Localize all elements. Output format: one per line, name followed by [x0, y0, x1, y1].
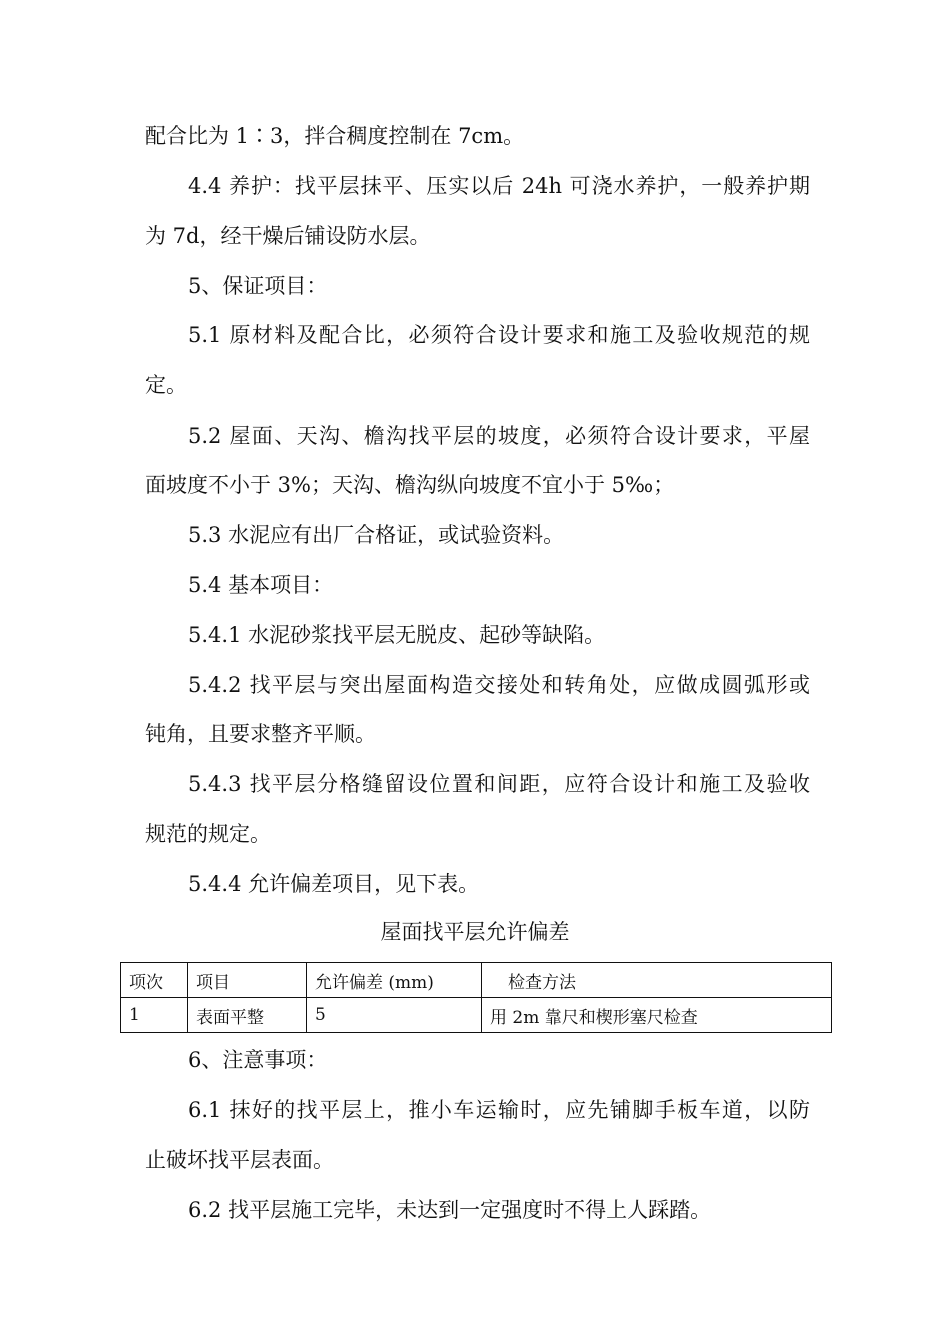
paragraph-line: 定。	[145, 373, 187, 397]
tolerance-table	[120, 962, 832, 1033]
table-caption: 屋面找平层允许偏差	[380, 920, 570, 944]
table-cell: 5	[307, 998, 482, 1033]
paragraph-line: 为 7d，经干燥后铺设防水层。	[145, 224, 431, 248]
paragraph-line: 规范的规定。	[145, 822, 271, 846]
paragraph-line: 5.4.1 水泥砂浆找平层无脱皮、起砂等缺陷。	[188, 623, 606, 647]
paragraph-line: 面坡度不小于 3%；天沟、檐沟纵向坡度不宜小于 5‰；	[145, 473, 675, 497]
paragraph-line: 5.4.2 找平层与突出屋面构造交接处和转角处，应做成圆弧形或	[188, 673, 810, 697]
paragraph-line: 4.4 养护：找平层抹平、压实以后 24h 可浇水养护，一般养护期	[188, 174, 810, 198]
paragraph-line: 5.2 屋面、天沟、檐沟找平层的坡度，必须符合设计要求，平屋	[188, 424, 810, 448]
table-cell: 1	[121, 998, 188, 1033]
table-header-cell: 检查方法	[482, 963, 832, 998]
table-row	[121, 998, 832, 1033]
paragraph-line: 5.3 水泥应有出厂合格证，或试验资料。	[188, 523, 565, 547]
paragraph-line: 5.4.3 找平层分格缝留设位置和间距，应符合设计和施工及验收	[188, 772, 810, 796]
section-heading: 5、保证项目：	[188, 274, 328, 298]
section-heading: 5.4 基本项目：	[188, 573, 334, 597]
table-header-cell: 项目	[188, 963, 307, 998]
paragraph-line: 5.1 原材料及配合比，必须符合设计要求和施工及验收规范的规	[188, 323, 810, 347]
table-cell: 用 2m 靠尺和楔形塞尺检查	[482, 998, 832, 1033]
table-header-cell: 允许偏差 (mm)	[307, 963, 482, 998]
paragraph-line: 止破坏找平层表面。	[145, 1148, 334, 1172]
paragraph-line: 6.1 抹好的找平层上，推小车运输时，应先铺脚手板车道，以防	[188, 1098, 810, 1122]
paragraph-line: 钝角，且要求整齐平顺。	[145, 722, 376, 746]
table-header-cell: 项次	[121, 963, 188, 998]
paragraph-line: 配合比为 1∶3，拌合稠度控制在 7cm。	[145, 124, 525, 148]
paragraph-line: 6.2 找平层施工完毕，未达到一定强度时不得上人踩踏。	[188, 1198, 712, 1222]
section-heading: 6、注意事项：	[188, 1048, 328, 1072]
table-cell: 表面平整	[188, 998, 307, 1033]
table-header-row	[121, 963, 832, 998]
paragraph-line: 5.4.4 允许偏差项目，见下表。	[188, 872, 480, 896]
